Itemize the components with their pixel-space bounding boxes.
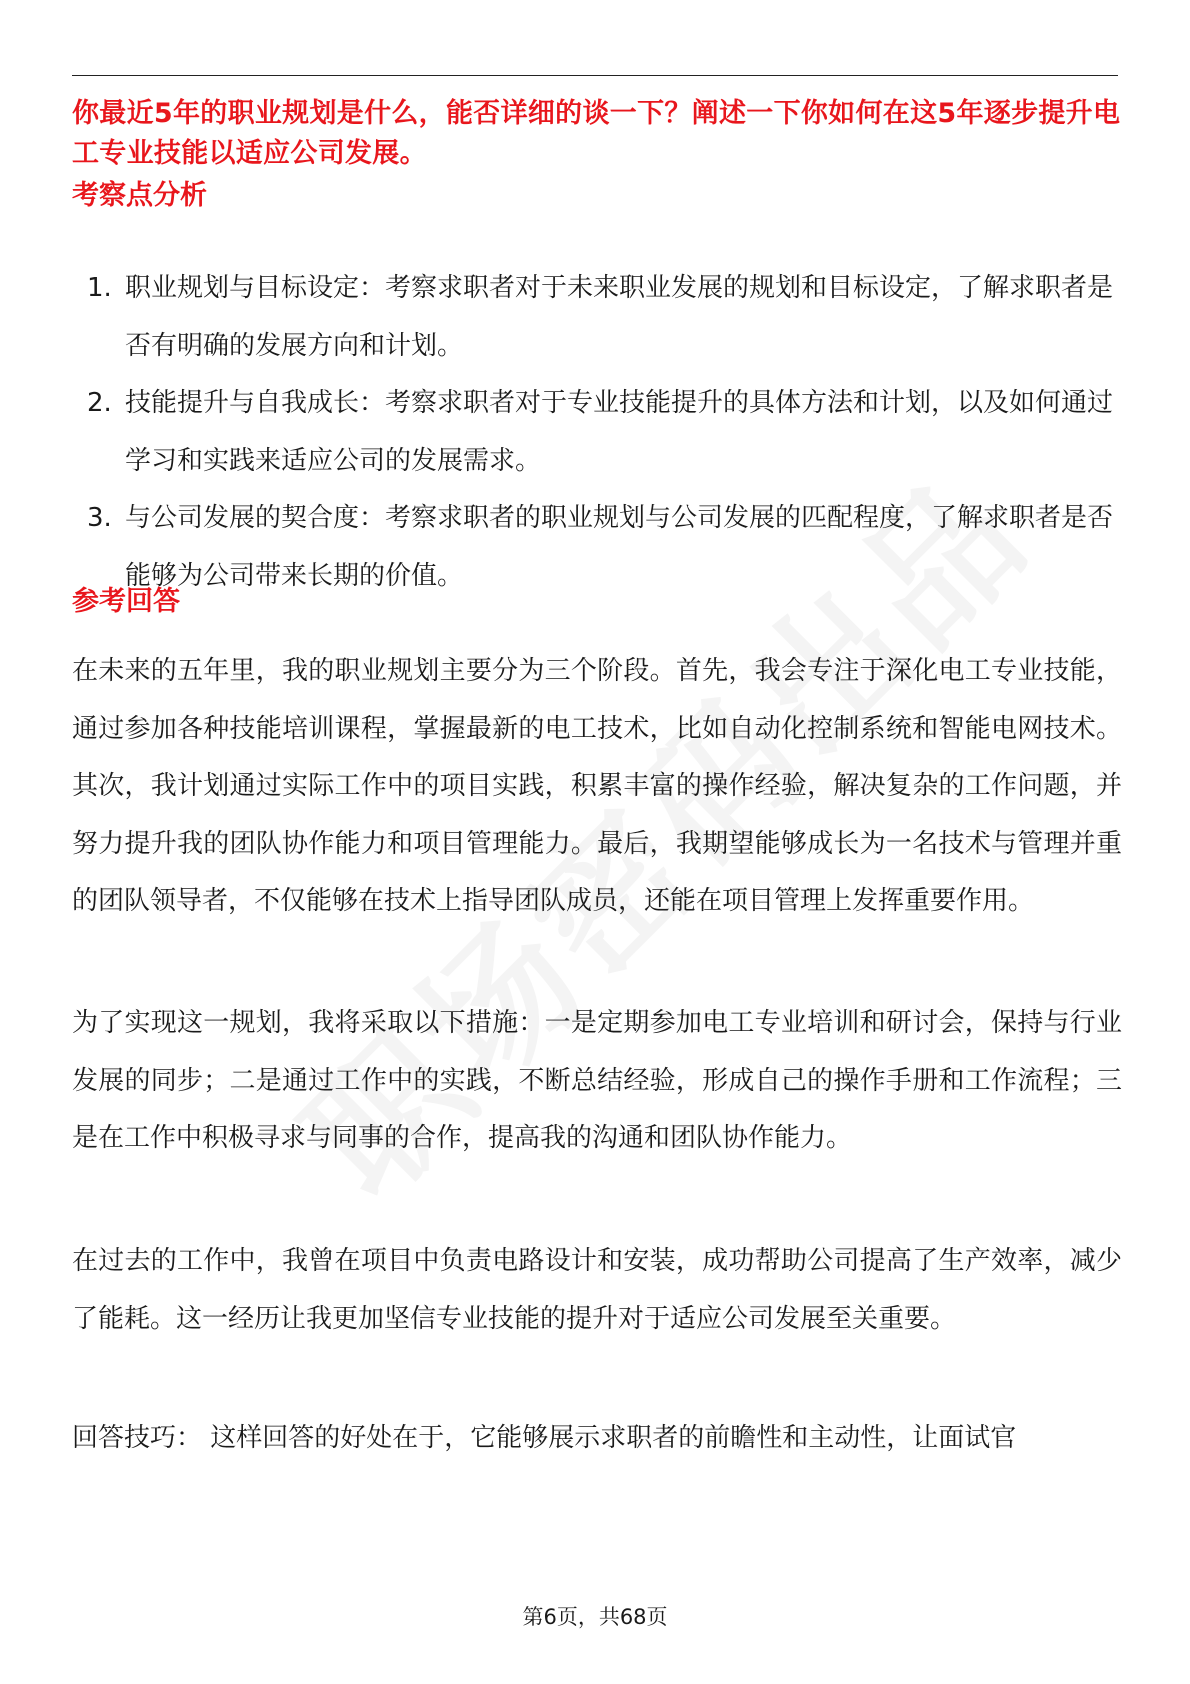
analysis-item-text: 职业规划与目标设定：考察求职者对于未来职业发展的规划和目标设定，了解求职者是否有明确的发展方向和计划。 — [125, 273, 1114, 361]
answer-heading: 参考回答 — [72, 586, 180, 617]
top-divider — [72, 75, 1118, 76]
analysis-heading: 考察点分析 — [72, 180, 207, 211]
question-title: 你最近5年的职业规划是什么，能否详细的谈一下？阐述一下你如何在这5年逐步提升电工专业技能以适应公司发展。 — [72, 98, 1121, 169]
answer-tip: 回答技巧： 这样回答的好处在于，它能够展示求职者的前瞻性和主动性，让面试官 — [72, 1423, 1017, 1453]
analysis-item-text: 与公司发展的契合度：考察求职者的职业规划与公司发展的匹配程度，了解求职者是否能够为公司带来长期的价值。 — [125, 503, 1114, 591]
analysis-item-text: 技能提升与自我成长：考察求职者对于专业技能提升的具体方法和计划，以及如何通过学习和实践来适应公司的发展需求。 — [125, 388, 1114, 476]
list-number: 3. — [87, 503, 112, 533]
list-number: 2. — [87, 388, 112, 418]
list-number: 1. — [87, 273, 112, 303]
analysis-item — [72, 260, 1122, 375]
analysis-list — [72, 260, 1122, 605]
analysis-item — [72, 375, 1122, 490]
analysis-item — [72, 490, 1122, 605]
answer-paragraph: 在未来的五年里，我的职业规划主要分为三个阶段。首先，我会专注于深化电工专业技能，通过参加各种技能培训课程，掌握最新的电工技术，比如自动化控制系统和智能电网技术。其次，我计划通过实际工作中的项目实践，积累丰富的操作经验，解决复杂的工作问题，并努力提升我的团队协作能力和项目管理能力。最后，我期望能够成长为一名技术与管理并重的团队领导者，不仅能够在技术上指导团队成员，还能在项目管理上发挥重要作用。 — [72, 656, 1122, 916]
answer-paragraph: 在过去的工作中，我曾在项目中负责电路设计和安装，成功帮助公司提高了生产效率，减少了能耗。这一经历让我更加坚信专业技能的提升对于适应公司发展至关重要。 — [72, 1246, 1122, 1334]
page-footer: 第6页，共68页 — [522, 1605, 668, 1629]
answer-paragraph: 为了实现这一规划，我将采取以下措施：一是定期参加电工专业培训和研讨会，保持与行业发展的同步；二是通过工作中的实践，不断总结经验，形成自己的操作手册和工作流程；三是在工作中积极寻求与同事的合作，提高我的沟通和团队协作能力。 — [72, 1008, 1122, 1153]
